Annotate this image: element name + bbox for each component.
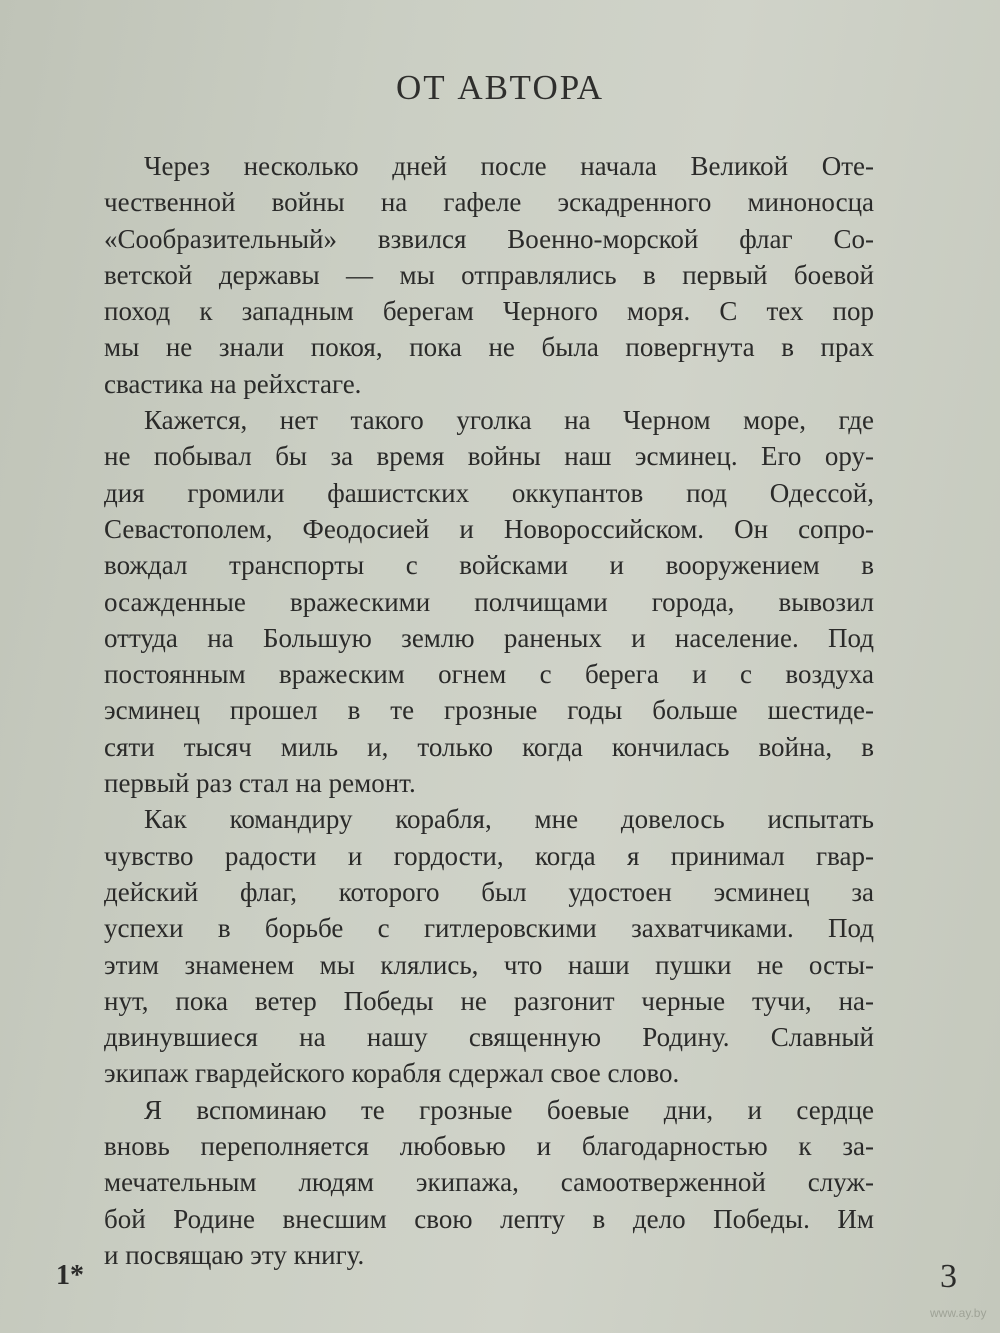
signature-mark: 1* xyxy=(56,1260,84,1291)
text-line: двинувшиеся на нашу священную Родину. Славный xyxy=(104,1022,874,1053)
text-line: вновь переполняется любовью и благодарностью к за- xyxy=(104,1131,874,1162)
text-line: дейский флаг, которого был удостоен эсминец за xyxy=(104,876,874,907)
text-line: эсминец прошел в те грозные годы больше шестиде- xyxy=(104,695,874,726)
text-line: этим знаменем мы клялись, что наши пушки не осты- xyxy=(104,949,874,980)
paragraph-1 xyxy=(104,148,874,402)
text-line: оттуда на Большую землю раненых и население. Под xyxy=(104,622,874,653)
paragraph-4 xyxy=(104,1092,874,1273)
text-line: постоянным вражеским огнем с берега и с воздуха xyxy=(104,659,874,690)
text-line: ветской державы — мы отправлялись в первый боевой xyxy=(104,259,874,290)
body-text xyxy=(104,148,874,1273)
paragraph-3 xyxy=(104,801,874,1091)
text-line: мечательным людям экипажа, самоотверженной служ- xyxy=(104,1167,874,1198)
text-line: Как командиру корабля, мне довелось испытать xyxy=(144,804,874,835)
text-line: «Сообразительный» взвился Военно-морской флаг Со- xyxy=(104,223,874,254)
text-line: и посвящаю эту книгу. xyxy=(104,1239,365,1270)
text-line: Через несколько дней после начала Великой Оте- xyxy=(144,151,874,181)
text-line: свастика на рейхстаге. xyxy=(104,368,362,399)
text-line: дия громили фашистских оккупантов под Одессой, xyxy=(104,477,874,508)
page-number: 3 xyxy=(940,1258,957,1295)
text-line: нут, пока ветер Победы не разгонит черные тучи, на- xyxy=(104,985,874,1016)
text-line: чувство радости и гордости, когда я принимал гвар- xyxy=(104,840,874,871)
text-line: Я вспоминаю те грозные боевые дни, и сердце xyxy=(144,1094,874,1125)
text-line: не побывал бы за время войны наш эсминец. Его ору- xyxy=(104,441,874,472)
text-line: бой Родине внесшим свою лепту в дело Победы. Им xyxy=(104,1203,874,1234)
text-line: осажденные вражескими полчищами города, вывозил xyxy=(104,586,874,617)
paragraph-2 xyxy=(104,402,874,801)
text-line: Кажется, нет такого уголка на Черном море, где xyxy=(144,405,874,436)
text-line: Севастополем, Феодосией и Новороссийском. Он сопро- xyxy=(104,513,874,544)
text-line: мы не знали покоя, пока не была повергнута в прах xyxy=(104,332,874,363)
text-line: поход к западным берегам Черного моря. С тех пор xyxy=(104,296,874,327)
page-title: ОТ АВТОРА xyxy=(395,68,605,107)
text-line: сяти тысяч миль и, только когда кончилась война, в xyxy=(104,731,874,762)
text-line: чественной войны на гафеле эскадренного миноносца xyxy=(104,187,874,218)
text-line: первый раз стал на ремонт. xyxy=(104,768,416,799)
watermark: www.ay.by xyxy=(930,1306,987,1320)
text-line: вождал транспорты с войсками и вооружением в xyxy=(104,550,874,581)
text-line: успехи в борьбе с гитлеровскими захватчиками. Под xyxy=(104,913,874,944)
text-line: экипаж гвардейского корабля сдержал свое слово. xyxy=(104,1058,680,1089)
